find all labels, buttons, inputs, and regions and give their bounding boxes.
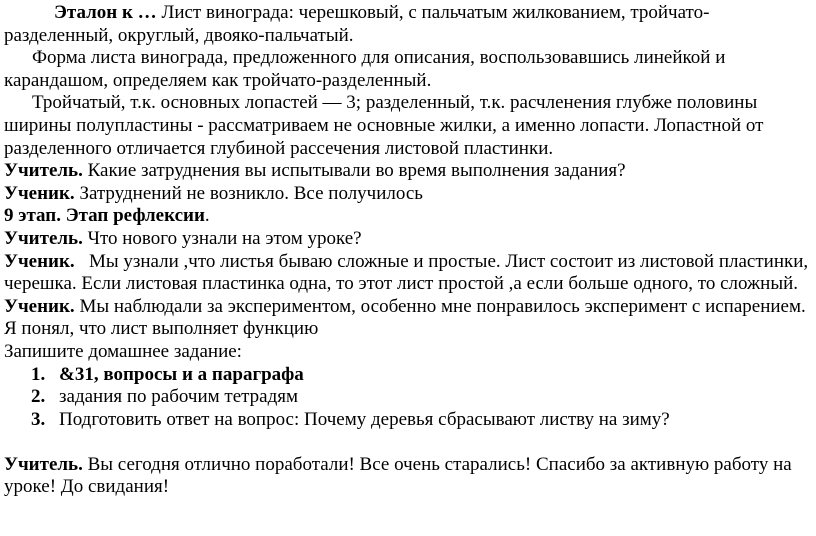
student-answer-1: [4, 183, 812, 206]
stage-heading-period: .: [204, 205, 210, 227]
teacher-text: Что нового узнали на этом уроке?: [82, 227, 362, 249]
etalon-paragraph: [4, 2, 812, 47]
homework-item-text: Подготовить ответ на вопрос: Почему деревья сбрасывают листву на зиму?: [59, 408, 670, 430]
student-answer-3: [4, 296, 812, 341]
homework-item-text: &31, вопросы и а параграфа: [59, 363, 304, 385]
homework-item-number: 1.: [31, 363, 46, 385]
speaker-label-student: Ученик.: [4, 182, 75, 204]
homework-item: [4, 364, 812, 387]
student-text: Мы узнали ,что листья бываю сложные и простые. Лист состоит из листовой пластинки, черешка. Если листовая пластинка одна, то этот лист простой ,а если больше одного, то сложный.: [4, 250, 813, 295]
student-text: Мы наблюдали за экспериментом, особенно мне понравилось эксперимент с испарением. Я понял, что лист выполняет функцию: [4, 295, 806, 340]
explanation-paragraph: Тройчатый, т.к. основных лопастей — 3; разделенный, т.к. расчленения глубже половины ширины полупластины - рассматриваем не основные жилки, а именно лопасти. Лопастной от разделенного отличается глубиной рассечения листовой пластинки.: [4, 92, 764, 159]
homework-item: [4, 409, 812, 432]
etalon-text: Лист винограда: черешковый, с пальчатым жилкованием, тройчато-разделенный, округлый, двояко-пальчатый.: [4, 2, 710, 46]
teacher-closing: [4, 454, 812, 499]
homework-list: [4, 364, 812, 432]
blank-line: [4, 431, 812, 454]
form-paragraph: Форма листа винограда, предложенного для описания, воспользовавшись линейкой и карандашом, определяем как тройчато-разделенный.: [4, 47, 726, 91]
speaker-label-student: Ученик.: [4, 295, 75, 317]
homework-item-text: задания по рабочим тетрадям: [59, 386, 299, 408]
homework-title: Запишите домашнее задание:: [4, 340, 242, 362]
homework-item: [4, 386, 812, 409]
speaker-label-teacher: Учитель.: [4, 227, 83, 249]
student-answer-2: [4, 251, 812, 296]
speaker-label-teacher: Учитель.: [4, 160, 83, 182]
teacher-text: Вы сегодня отлично поработали! Все очень старались! Спасибо за активную работу на уроке! До свидания!: [4, 453, 792, 498]
teacher-text: Какие затруднения вы испытывали во время выполнения задания?: [82, 160, 626, 182]
speaker-label-student: Ученик.: [4, 250, 75, 272]
homework-item-number: 2.: [31, 386, 46, 408]
homework-item-number: 3.: [31, 408, 46, 430]
etalon-label: Эталон к …: [54, 2, 157, 23]
stage-heading: [4, 205, 812, 228]
stage-heading-text: 9 этап. Этап рефлексии: [4, 205, 205, 227]
teacher-question-1: [4, 160, 812, 183]
speaker-label-teacher: Учитель.: [4, 453, 83, 475]
student-text: Затруднений не возникло. Все получилось: [74, 182, 423, 204]
teacher-question-2: [4, 228, 812, 251]
